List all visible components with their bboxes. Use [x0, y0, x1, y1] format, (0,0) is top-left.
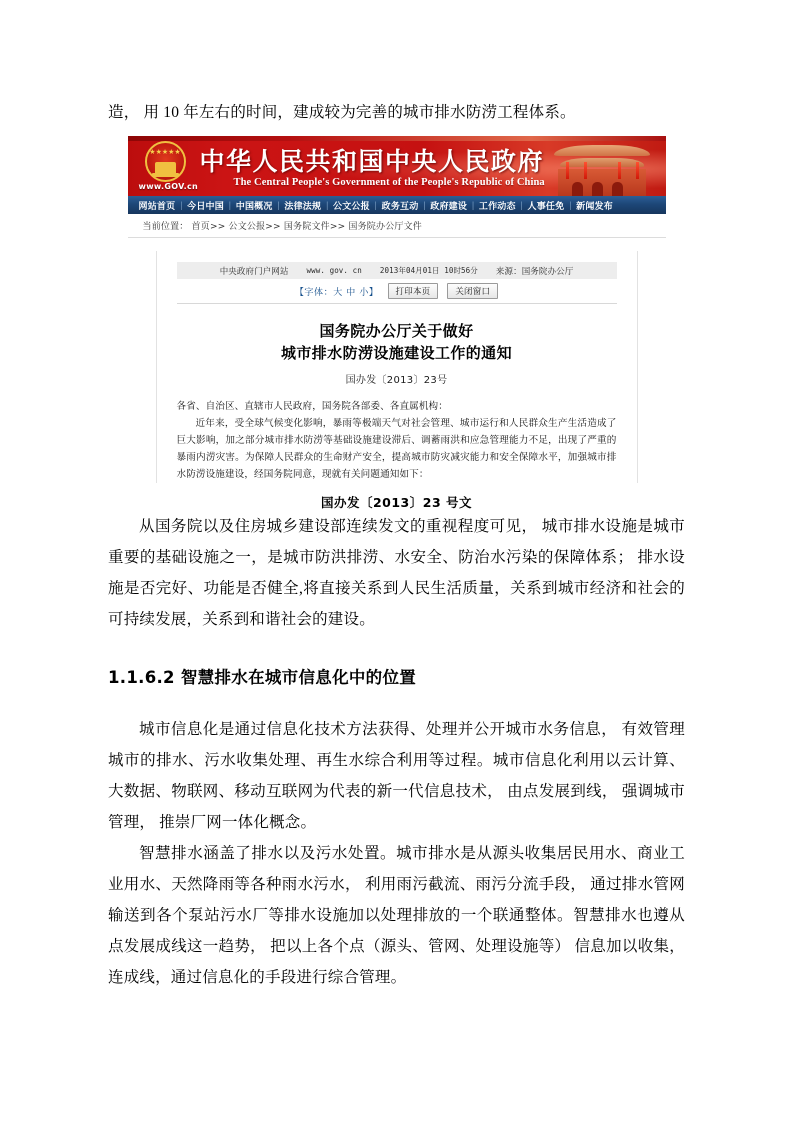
nav-item-1[interactable]: 今日中国: [187, 201, 224, 212]
banner-title-cn: 中华人民共和国中央人民政府: [199, 147, 545, 176]
article-panel: [156, 251, 638, 483]
nav-separator: |: [472, 200, 474, 210]
emblem-gate-shape: [155, 162, 176, 173]
nav-item-0[interactable]: 网站首页: [138, 201, 176, 212]
nav-separator: |: [569, 200, 572, 210]
figure-caption: 国办发〔2013〕23 号文: [320, 495, 473, 510]
tiananmen-illustration-icon: [536, 136, 666, 196]
nav-separator: |: [423, 200, 426, 210]
meta-domain: www. gov. cn: [306, 266, 362, 275]
nav-item-3[interactable]: 法律法规: [284, 201, 322, 212]
meta-source-site: 中央政府门户网站: [219, 266, 289, 277]
article-body-paragraph: 近年来，受全球气候变化影响，暴雨等极端天气对社会管理、城市运行和人民群众生产生活造成了巨大影响，加之部分城市排水防涝等基础设施建设滞后、调蓄雨洪和应急管理能力不足，出现了严重的暴雨内涝灾害。为保障人民群众的生命财产安全，提高城市防灾减灾能力和安全保障水平，加强城市排水防涝设施建设，经国务院同意，现就有关问题通知如下：: [176, 418, 617, 480]
nav-item-9[interactable]: 新闻发布: [576, 201, 613, 212]
nav-separator: |: [374, 200, 377, 210]
nav-separator: |: [277, 200, 280, 210]
body-paragraph-1: 城市信息化是通过信息化技术方法获得、处理并公开城市水务信息， 有效管理城市的排水、污水收集处理、再生水综合利用等过程。城市信息化利用以云计算、大数据、物联网、移动互联网为代表的新一代信息技术， 由点发展到线， 强调城市管理， 推崇厂网一体化概念。: [108, 721, 685, 831]
meta-datetime: 2013年04月01日 10时56分: [379, 266, 478, 275]
print-button[interactable]: 打印本页: [388, 283, 439, 299]
article-toolbar: [177, 279, 617, 304]
article-title-line1: 国务院办公厅关于做好: [319, 322, 474, 340]
gate-roof-upper: [554, 145, 650, 156]
article-title: [177, 320, 617, 364]
gate-roof-lower: [560, 158, 644, 167]
gate-arch: [572, 182, 583, 196]
article-document-number: 国办发〔2013〕23号: [345, 375, 448, 386]
font-size-selector[interactable]: 【字体：大 中 小】: [294, 287, 379, 298]
figure-government-website-screenshot: [108, 136, 685, 511]
embedded-screenshot: [128, 136, 666, 483]
site-navigation[interactable]: [128, 196, 666, 214]
nav-item-6[interactable]: 政府建设: [430, 201, 468, 212]
nav-separator: |: [326, 200, 328, 210]
flag-icon: [618, 162, 621, 179]
paragraph-after-figure: 从国务院以及住房城乡建设部连续发文的重视程度可见， 城市排水设施是城市重要的基础设施之一，是城市防洪排涝、水安全、防治水污染的保障体系； 排水设施是否完好、功能是否健全,将直接关系到人民生活质量，关系到城市经济和社会的可持续发展，关系到和谐社会的建设。: [108, 518, 685, 628]
close-window-button[interactable]: 关闭窗口: [447, 283, 498, 299]
nav-item-8[interactable]: 人事任免: [527, 201, 565, 212]
nav-item-4[interactable]: 公文公报: [333, 201, 370, 212]
meta-source-label: 来源：国务院办公厅: [495, 266, 574, 277]
flag-icon: [566, 162, 569, 179]
site-url-label: www.GOV.cn: [138, 182, 198, 191]
spacer: [108, 635, 685, 663]
article-recipients: 各省、自治区、直辖市人民政府，国务院各部委、各直属机构：: [176, 401, 448, 412]
flag-icon: [636, 162, 639, 179]
nav-item-5[interactable]: 政务互动: [381, 201, 419, 212]
national-emblem-icon: [145, 141, 186, 182]
gate-arch: [592, 182, 603, 196]
nav-separator: |: [228, 200, 231, 210]
gate-arch: [612, 182, 623, 196]
article-metabar: [177, 262, 617, 279]
top-paragraph: 造， 用 10 年左右的时间，建成较为完善的城市排水防涝工程体系。: [108, 104, 576, 121]
emblem-stars: ★★★★★: [149, 148, 181, 156]
section-heading: 1.1.6.2 智慧排水在城市信息化中的位置: [108, 668, 417, 687]
gov-banner: [128, 136, 666, 196]
breadcrumb[interactable]: 当前位置： 首页>> 公文公报>> 国务院文件>> 国务院办公厅文件: [128, 214, 666, 238]
nav-item-7[interactable]: 工作动态: [478, 201, 516, 212]
nav-item-2[interactable]: 中国概况: [235, 201, 273, 212]
spacer: [108, 693, 685, 714]
article-container: [128, 238, 666, 483]
body-paragraph-2: 智慧排水涵盖了排水以及污水处置。城市排水是从源头收集居民用水、商业工业用水、天然降雨等各种雨水污水， 利用雨污截流、雨污分流手段， 通过排水管网输送到各个泵站污水厂等排水设施加以处理排放的一个联通整体。智慧排水也遵从点发展成线这一趋势， 把以上各个点（源头、管网、处理设施等） 信息加以收集，连成线，通过信息化的手段进行综合管理。: [108, 845, 685, 986]
banner-title-en: The Central People's Government of the People's Republic of China: [233, 177, 545, 188]
article-body: [177, 398, 617, 483]
nav-separator: |: [520, 200, 523, 210]
flag-icon: [584, 162, 587, 179]
nav-separator: |: [180, 200, 183, 210]
article-title-line2: 城市排水防涝设施建设工作的通知: [280, 344, 512, 362]
